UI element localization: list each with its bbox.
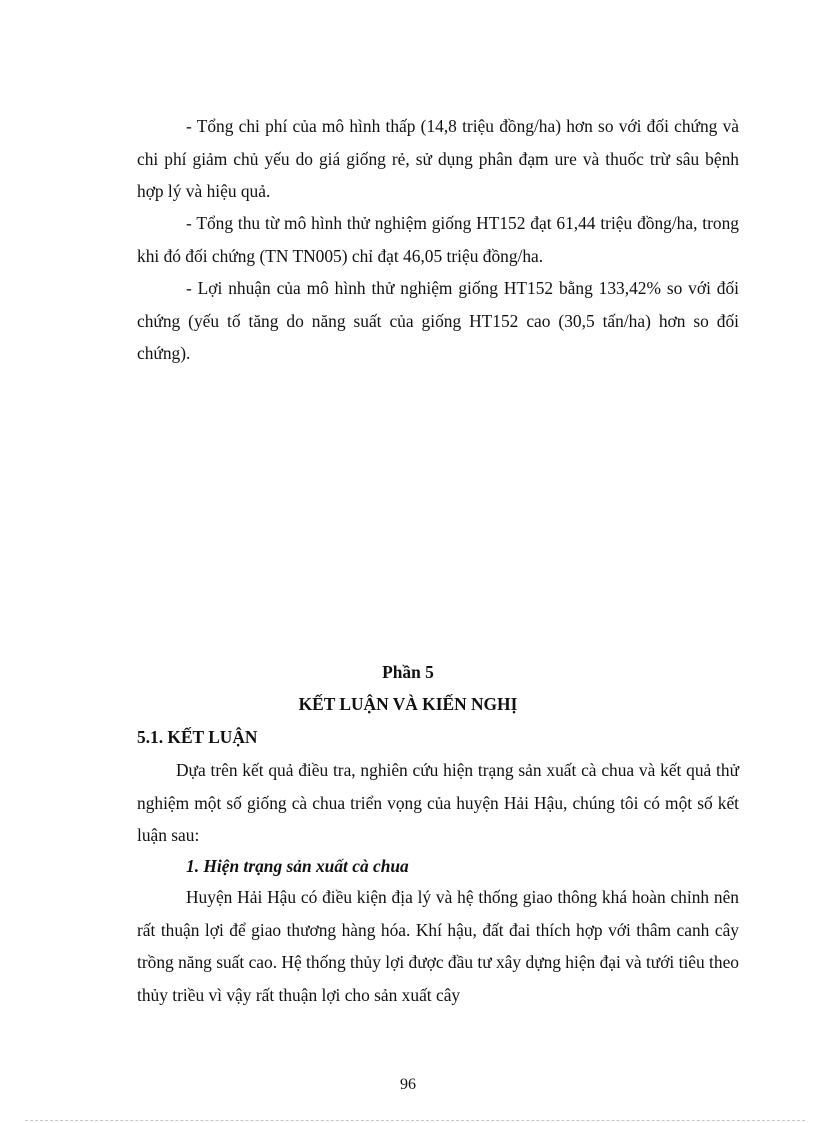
page-number: 96 — [400, 1076, 416, 1093]
page-bottom-divider — [25, 1120, 805, 1121]
subsection-heading: 1. Hiện trạng sản xuất cà chua — [186, 856, 409, 876]
paragraph-total-revenue: - Tổng thu từ mô hình thử nghiệm giống HT152 đạt 61,44 triệu đồng/ha, trong khi đó đối chứng (TN TN005) chỉ đạt 46,05 triệu đồng/ha. — [137, 213, 739, 266]
paragraph-profit: - Lợi nhuận của mô hình thử nghiệm giống HT152 bằng 133,42% so với đối chứng (yếu tố tăng do năng suất của giống HT152 cao (30,5 tấn/ha) hơn so đối chứng). — [137, 278, 739, 364]
part-heading: Phần 5 — [382, 662, 434, 682]
paragraph-total-cost: - Tổng chi phí của mô hình thấp (14,8 triệu đồng/ha) hơn so với đối chứng và chi phí giảm chủ yếu do giá giống rẻ, sử dụng phân đạm ure và thuốc trừ sâu bệnh hợp lý và hiệu quả. — [137, 116, 739, 202]
part-title: KẾT LUẬN VÀ KIẾN NGHỊ — [298, 694, 518, 714]
section-heading: 5.1. KẾT LUẬN — [137, 727, 258, 747]
section-intro-paragraph: Dựa trên kết quả điều tra, nghiên cứu hiện trạng sản xuất cà chua và kết quả thử nghiệm một số giống cà chua triển vọng của huyện Hải Hậu, chúng tôi có một số kết luận sau: — [137, 760, 739, 846]
subsection-body-paragraph: Huyện Hải Hậu có điều kiện địa lý và hệ thống giao thông khá hoàn chỉnh nên rất thuận lợi để giao thương hàng hóa. Khí hậu, đất đai thích hợp với thâm canh cây trồng năng suất cao. Hệ thống thủy lợi được đầu tư xây dựng hiện đại và tưới tiêu theo thủy triều vì vậy rất thuận lợi cho sản xuất cây — [137, 887, 739, 1005]
